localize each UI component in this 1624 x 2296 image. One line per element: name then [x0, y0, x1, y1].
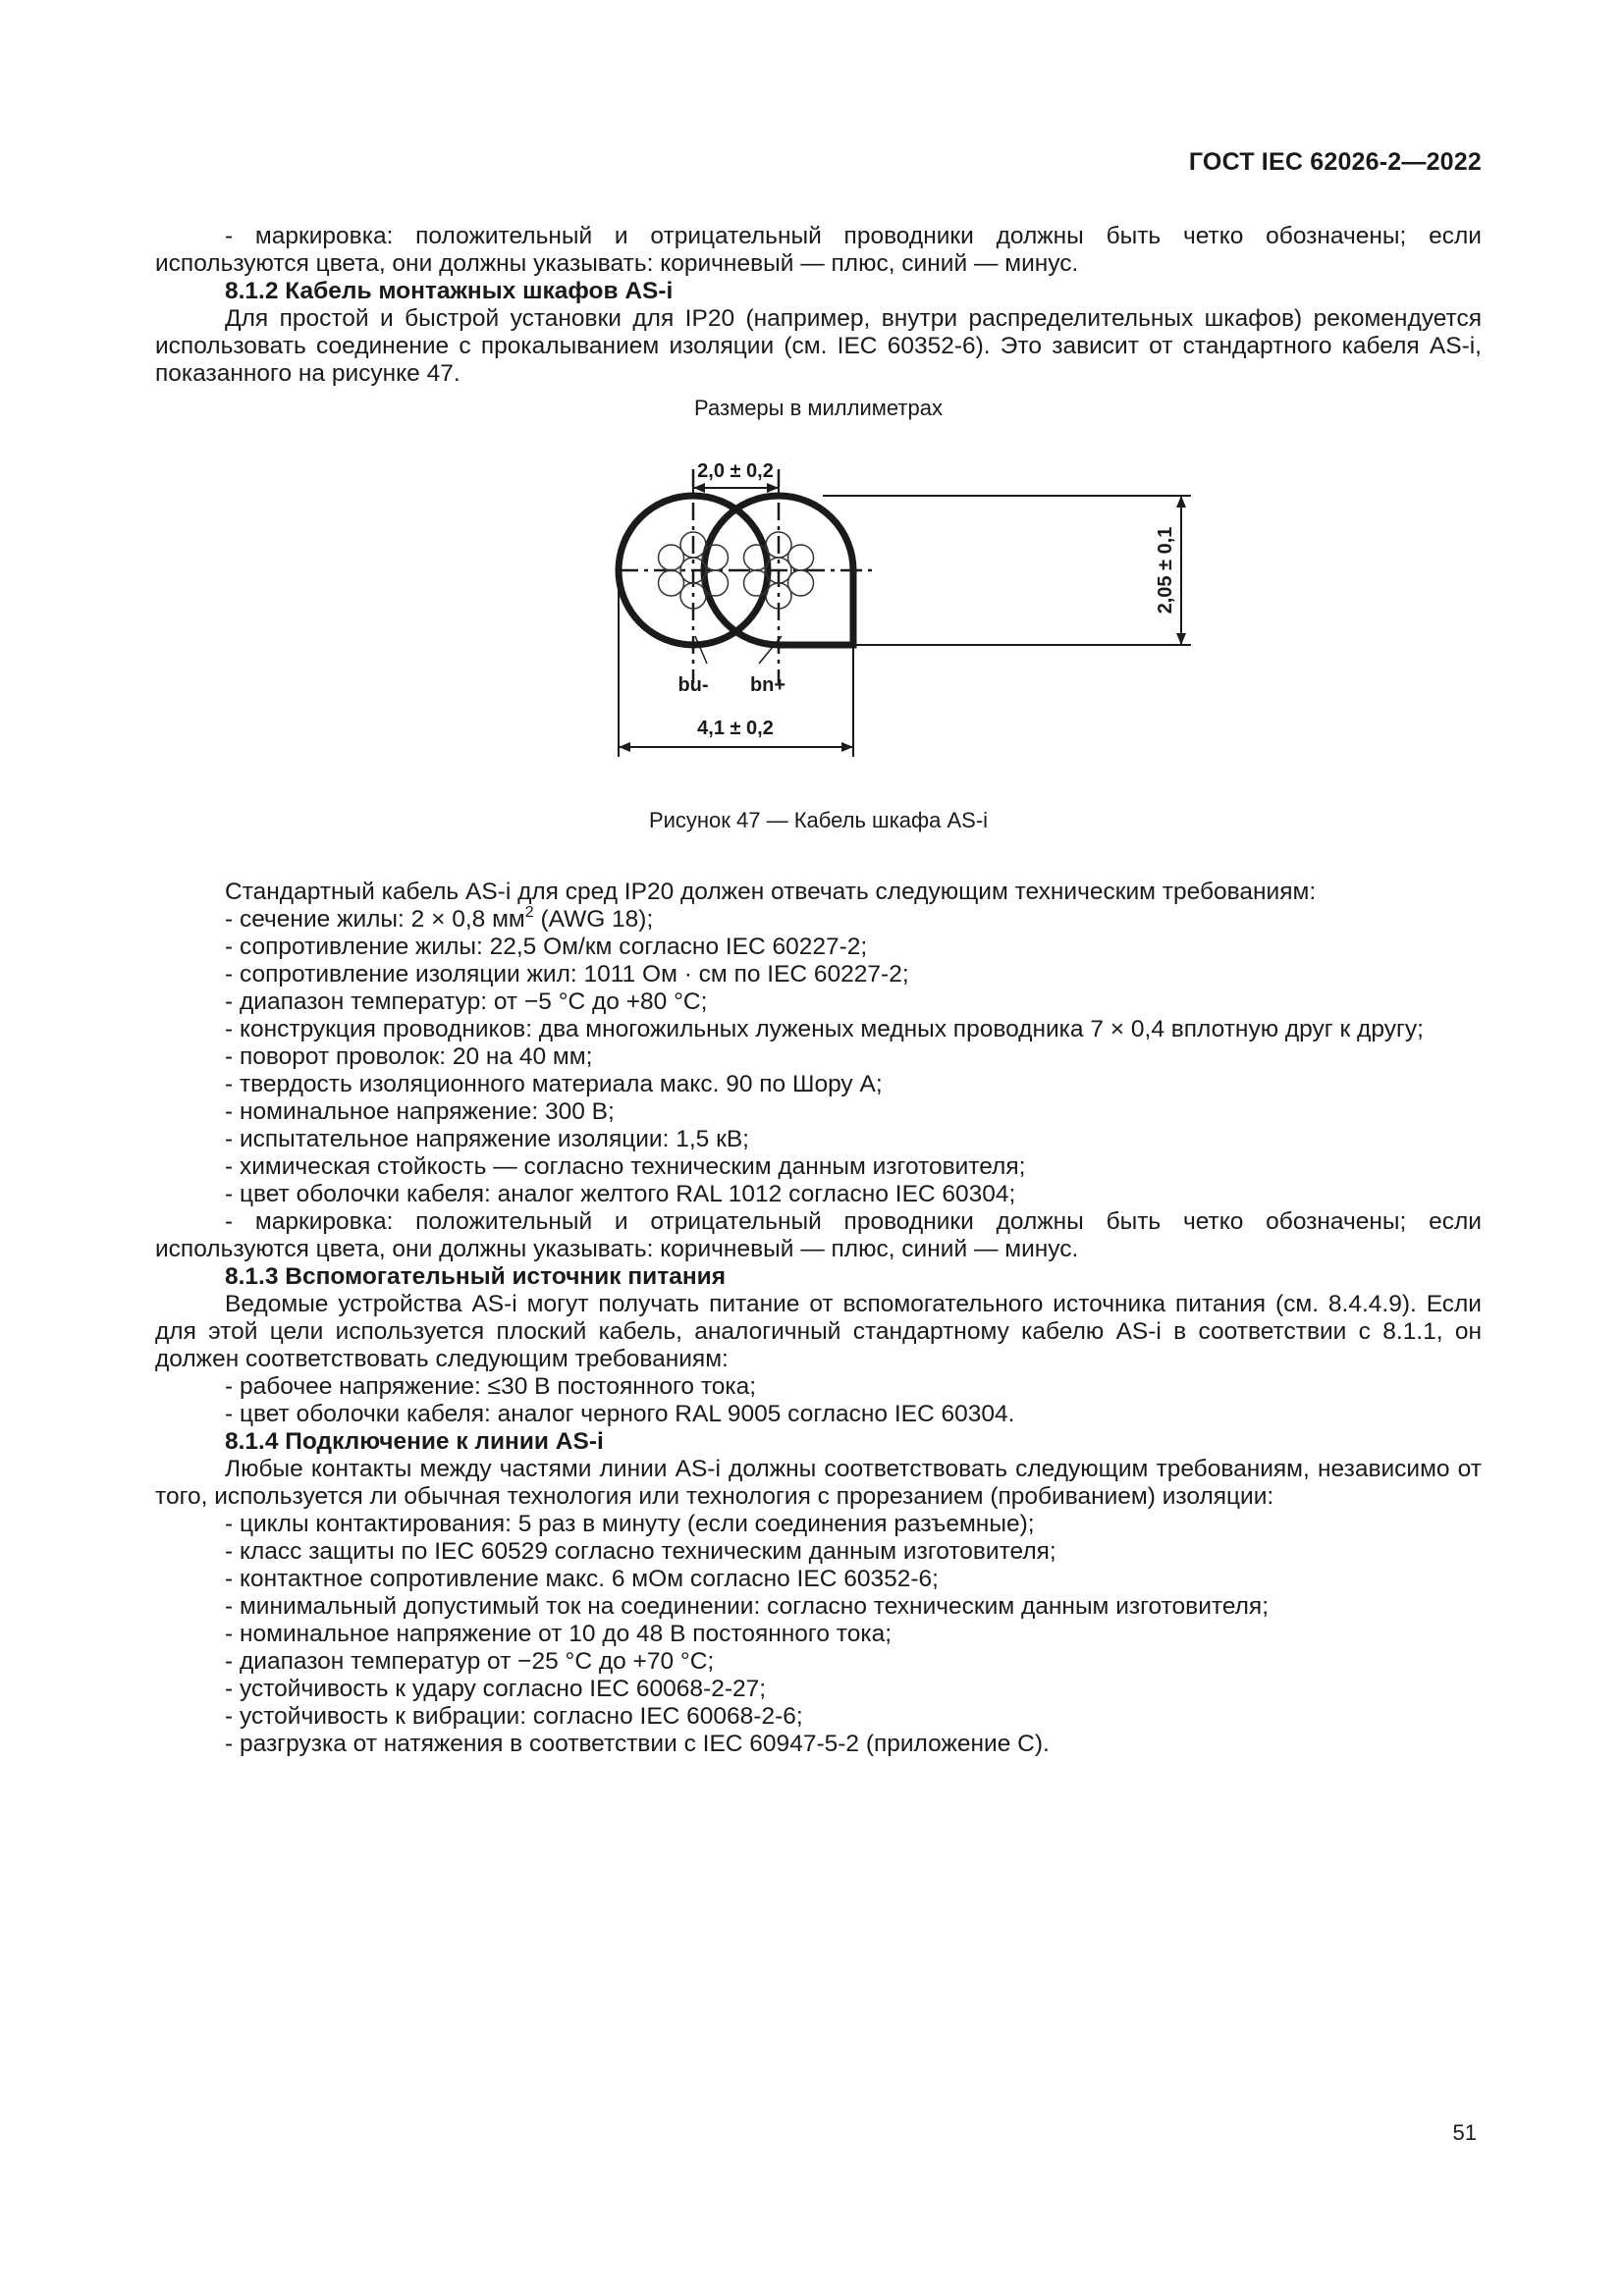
superscript-2: 2 [524, 904, 534, 921]
paragraph-8-1-3: Ведомые устройства AS-i могут получать питание от вспомогательного источника питания (см. 8.4.4.9). Если для этой цели используется плоский кабель, аналогичный стандартному кабелю AS-i в соответствии с 8.1.1, он должен соответствовать следующим требованиям: [155, 1291, 1482, 1372]
list-item: - номинальное напряжение: 300 В; [225, 1098, 615, 1125]
page-content [155, 223, 1482, 1758]
paragraph-marking-2: - маркировка: положительный и отрицательный проводники должны быть четко обозначены; если используются цвета, они должны указывать: коричневый — плюс, синий — минус. [155, 1208, 1482, 1262]
list-item: - твердость изоляционного материала макс. 90 по Шору А; [225, 1071, 883, 1097]
dimension-right: 2,05 ± 0,1 [1155, 526, 1176, 614]
list-item: - цвет оболочки кабеля: аналог желтого RAL 1012 согласно IEC 60304; [225, 1181, 1016, 1207]
dimension-top: 2,0 ± 0,2 [697, 460, 774, 482]
section-title-8-1-4: 8.1.4 Подключение к линии AS-i [225, 1428, 604, 1455]
list-item: - поворот проволок: 20 на 40 мм; [225, 1043, 593, 1070]
list-item: - контактное сопротивление макс. 6 мОм согласно IEC 60352-6; [225, 1566, 939, 1592]
paragraph-marking-1: - маркировка: положительный и отрицательный проводники должны быть четко обозначены; если используются цвета, они должны указывать: коричневый — плюс, синий — минус. [155, 223, 1482, 277]
list-item: - разгрузка от натяжения в соответствии с IEC 60947-5-2 (приложение С). [225, 1731, 1050, 1757]
cross-section-awg: (AWG 18); [533, 906, 654, 933]
requirements-intro: Стандартный кабель AS-i для сред IP20 должен отвечать следующим техническим требованиям: [225, 879, 1317, 905]
dimension-bottom: 4,1 ± 0,2 [697, 718, 774, 739]
list-item: - химическая стойкость — согласно техническим данным изготовителя; [225, 1153, 1026, 1180]
paragraph-8-1-2: Для простой и быстрой установки для IP20 (например, внутри распределительных шкафов) рекомендуется использовать соединение с прокалыванием изоляции (см. IEC 60352-6). Это зависит от стандартного кабеля AS-i, показанного на рисунке 47. [155, 305, 1482, 387]
figure-47 [155, 396, 1482, 834]
list-item: - рабочее напряжение: ≤30 В постоянного тока; [225, 1373, 757, 1400]
list-item-construction: - конструкция проводников: два многожильных луженых медных проводника 7 × 0,4 вплотную друг к другу; [225, 1016, 1424, 1042]
label-bn: bn+ [749, 674, 786, 696]
list-item: - диапазон температур: от −5 °C до +80 °C; [225, 988, 708, 1015]
list-item: - устойчивость к удару согласно IEC 60068-2-27; [225, 1676, 767, 1702]
figure-dimensions-label: Размеры в миллиметрах [694, 396, 943, 420]
list-item: - класс защиты по IEC 60529 согласно техническим данным изготовителя; [225, 1538, 1056, 1565]
label-bu: bu- [677, 674, 709, 696]
list-item: - минимальный допустимый ток на соединении: согласно техническим данным изготовителя; [225, 1593, 1270, 1620]
list-item: - сопротивление изоляции жил: 1011 Ом · см по IEC 60227-2; [225, 961, 909, 988]
list-item: - циклы контактирования: 5 раз в минуту (если соединения разъемные); [225, 1511, 1035, 1537]
list-item: - номинальное напряжение от 10 до 48 В постоянного тока; [225, 1621, 893, 1647]
list-item: - сопротивление жилы: 22,5 Ом/км согласно IEC 60227-2; [225, 934, 868, 960]
figure-caption: Рисунок 47 — Кабель шкафа AS-i [648, 808, 989, 832]
list-item: - испытательное напряжение изоляции: 1,5 кВ; [225, 1126, 749, 1152]
cross-section-text: - сечение жилы: 2 × 0,8 мм [225, 906, 525, 933]
page-number: 51 [1452, 2120, 1477, 2145]
list-item-cross-section [225, 906, 1482, 934]
standard-header: ГОСТ IEC 62026-2—2022 [1188, 148, 1482, 176]
list-item: - диапазон температур от −25 °C до +70 °C; [225, 1648, 715, 1675]
list-item: - цвет оболочки кабеля: аналог черного RAL 9005 согласно IEC 60304. [225, 1401, 1015, 1427]
section-title-8-1-3: 8.1.3 Вспомогательный источник питания [225, 1263, 727, 1290]
cable-cross-section-drawing [597, 428, 1225, 811]
paragraph-8-1-4: Любые контакты между частями линии AS-i должны соответствовать следующим требованиям, независимо от того, используется ли обычная технология или технология с прорезанием (пробиванием) изоляции: [155, 1456, 1482, 1510]
list-item: - устойчивость к вибрации: согласно IEC 60068-2-6; [225, 1703, 803, 1730]
section-title-8-1-2: 8.1.2 Кабель монтажных шкафов AS-i [225, 278, 674, 304]
